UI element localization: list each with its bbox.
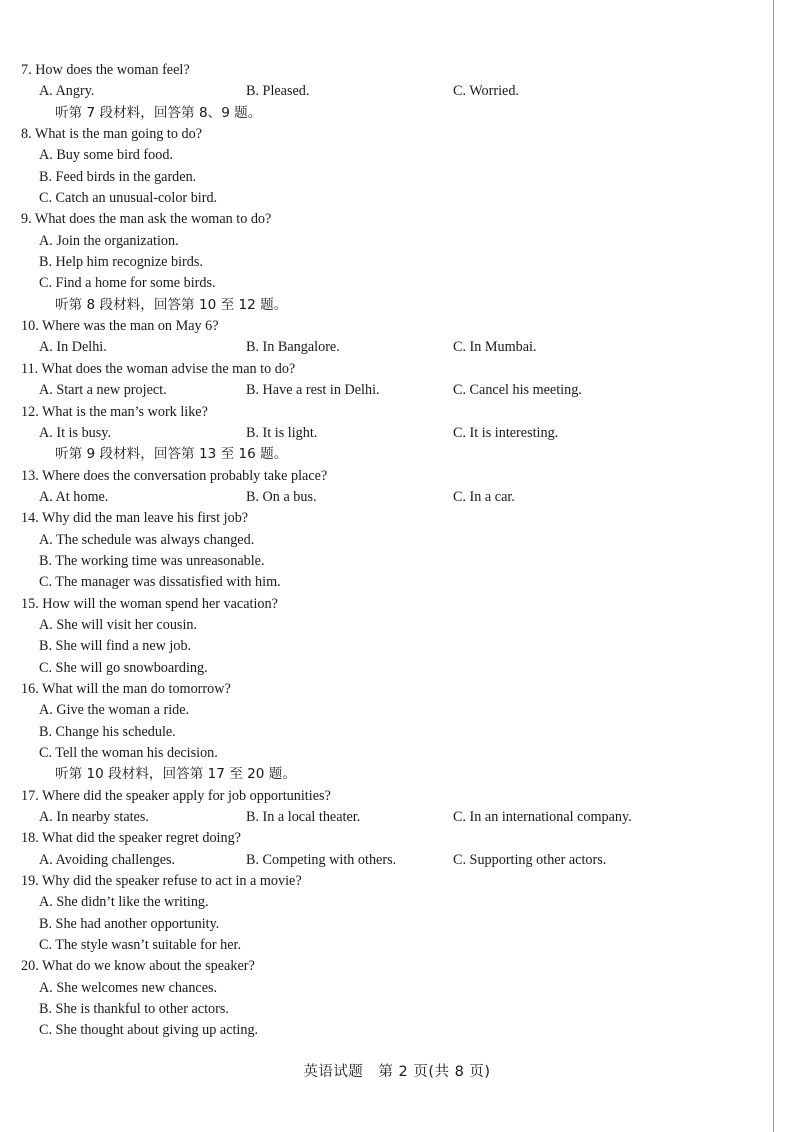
answer-option: A. Angry. <box>39 83 95 100</box>
answer-option: A. In nearby states. <box>39 809 149 826</box>
section-instruction: 听第 7 段材料，回答第 8、9 题。 <box>55 104 262 121</box>
answer-option: A. Buy some bird food. <box>39 147 173 164</box>
answer-option: B. In a local theater. <box>246 809 361 826</box>
page-footer: 英语试题 第 2 页(共 8 页) <box>303 1064 491 1080</box>
answer-option: A. She will visit her cousin. <box>39 616 198 633</box>
page-edge-rule <box>773 0 774 1132</box>
answer-option: C. Tell the woman his decision. <box>39 745 218 761</box>
answer-option: B. She is thankful to other actors. <box>39 1001 229 1018</box>
answer-options-row <box>21 807 761 828</box>
answer-option: A. At home. <box>39 488 109 505</box>
question-stem: 16. What will the man do tomorrow? <box>21 680 231 697</box>
answer-option: A. The schedule was always changed. <box>39 531 255 548</box>
question-list <box>21 60 761 1042</box>
question-stem: 10. Where was the man on May 6? <box>21 318 219 335</box>
answer-option: C. She will go snowboarding. <box>39 659 208 676</box>
answer-option: C. She thought about giving up acting. <box>39 1022 259 1039</box>
question-stem: 13. Where does the conversation probably take place? <box>21 467 328 484</box>
answer-options-row <box>21 487 761 508</box>
answer-option: C. In Mumbai. <box>453 339 537 356</box>
answer-option: A. It is busy. <box>39 424 111 441</box>
question-stem: 9. What does the man ask the woman to do? <box>21 211 272 228</box>
section-instruction: 听第 10 段材料，回答第 17 至 20 题。 <box>55 766 296 783</box>
question-stem: 8. What is the man going to do? <box>21 126 202 143</box>
answer-option: A. Avoiding challenges. <box>39 851 176 868</box>
answer-option: C. Catch an unusual-color bird. <box>39 190 218 207</box>
answer-option: A. She welcomes new chances. <box>39 979 218 996</box>
answer-option: B. She had another opportunity. <box>39 915 220 932</box>
answer-option: C. Supporting other actors. <box>453 851 607 868</box>
question-stem: 14. Why did the man leave his first job? <box>21 510 249 527</box>
answer-options-row <box>21 81 761 102</box>
answer-option: B. On a bus. <box>246 488 317 505</box>
answer-options-row <box>21 380 761 401</box>
answer-option: B. Help him recognize birds. <box>39 254 203 271</box>
question-stem: 7. How does the woman feel? <box>21 62 190 78</box>
section-instruction: 听第 8 段材料，回答第 10 至 12 题。 <box>55 296 288 313</box>
question-stem: 18. What did the speaker regret doing? <box>21 830 241 847</box>
answer-option: C. Cancel his meeting. <box>453 382 582 399</box>
answer-option: C. It is interesting. <box>453 424 559 441</box>
answer-option: C. The style wasn’t suitable for her. <box>39 937 242 954</box>
question-stem: 19. Why did the speaker refuse to act in a movie? <box>21 873 302 890</box>
answer-option: C. In an international company. <box>453 809 632 826</box>
answer-options-row <box>21 423 761 444</box>
answer-option: B. Have a rest in Delhi. <box>246 382 380 399</box>
section-instruction: 听第 9 段材料，回答第 13 至 16 题。 <box>55 446 288 463</box>
answer-option: C. Find a home for some birds. <box>39 275 216 292</box>
answer-option: A. In Delhi. <box>39 339 107 356</box>
question-stem: 20. What do we know about the speaker? <box>21 958 255 975</box>
answer-option: B. She will find a new job. <box>39 638 192 655</box>
answer-option: B. Change his schedule. <box>39 723 176 740</box>
question-stem: 17. Where did the speaker apply for job opportunities? <box>21 787 331 804</box>
answer-option: C. The manager was dissatisfied with him. <box>39 574 281 591</box>
answer-option: A. Join the organization. <box>39 232 179 249</box>
answer-options-row <box>21 337 761 358</box>
answer-option: B. Competing with others. <box>246 851 397 868</box>
answer-option: A. Start a new project. <box>39 382 167 399</box>
answer-option: A. She didn’t like the writing. <box>39 894 209 911</box>
question-stem: 12. What is the man’s work like? <box>21 403 208 420</box>
question-stem: 15. How will the woman spend her vacation? <box>21 595 278 612</box>
question-stem: 11. What does the woman advise the man to do? <box>21 360 296 377</box>
answer-option: B. Feed birds in the garden. <box>39 168 197 185</box>
answer-option: B. It is light. <box>246 424 318 441</box>
answer-option: C. Worried. <box>453 83 519 100</box>
answer-option: C. In a car. <box>453 488 515 505</box>
answer-option: B. The working time was unreasonable. <box>39 552 265 569</box>
answer-options-row <box>21 850 761 871</box>
answer-option: B. Pleased. <box>246 83 310 100</box>
answer-option: B. In Bangalore. <box>246 339 340 356</box>
answer-option: A. Give the woman a ride. <box>39 702 190 719</box>
